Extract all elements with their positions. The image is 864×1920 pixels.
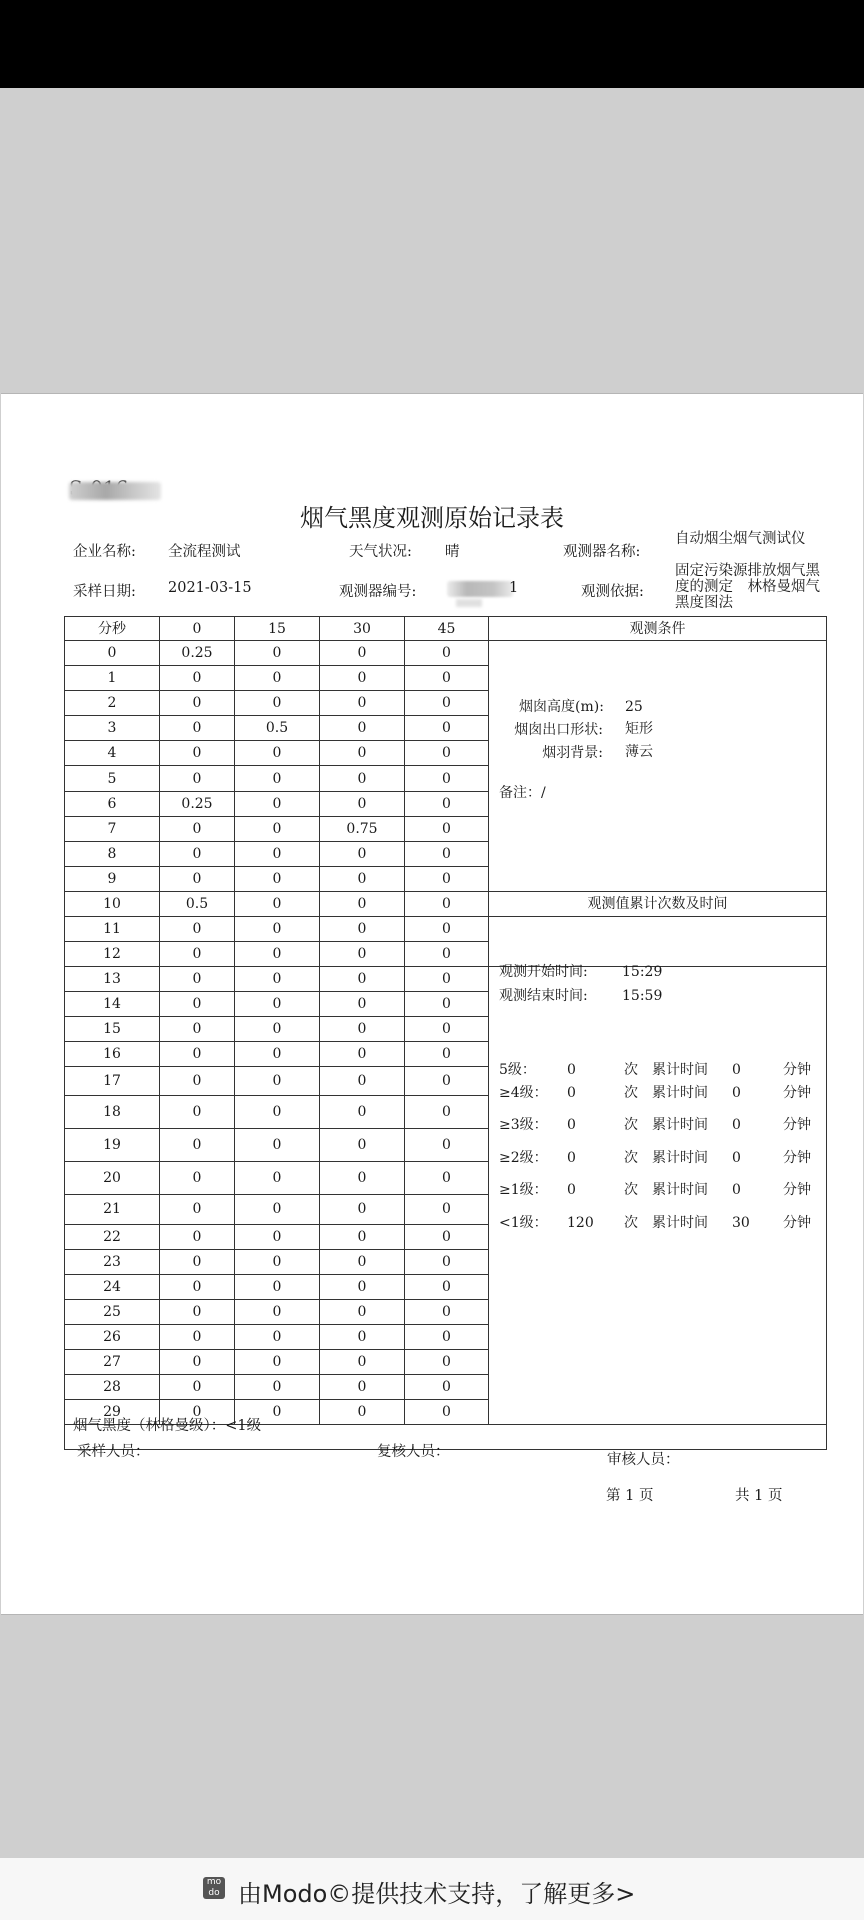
cum-time-label: 累计时间: [652, 1182, 708, 1198]
minute-cell: 18: [65, 1096, 160, 1129]
conditions-panel: [489, 641, 827, 892]
smoke-result: 烟气黑度（林格曼级）：<1级: [73, 1418, 262, 1434]
value-cell: 0: [405, 716, 489, 741]
value-cell: 0: [160, 1274, 235, 1299]
level-label: 5级：: [499, 1062, 536, 1078]
level-count: 0: [567, 1117, 576, 1133]
page-number: 第 1 页: [606, 1488, 654, 1504]
value-cell: 0: [235, 892, 320, 917]
value-cell: 0: [405, 741, 489, 766]
value-cell: 0: [160, 917, 235, 942]
minute-unit: 分钟: [783, 1150, 811, 1166]
value-cell: 0: [405, 766, 489, 791]
count-unit: 次: [624, 1182, 638, 1198]
level-time: 0: [732, 1182, 741, 1198]
value-cell: 0: [160, 691, 235, 716]
table-row: [65, 967, 827, 992]
value-cell: 0: [160, 666, 235, 691]
value-cell: 0: [320, 866, 405, 891]
minute-cell: 4: [65, 741, 160, 766]
value-cell: 0: [320, 766, 405, 791]
level-time: 0: [732, 1085, 741, 1101]
value-cell: 0: [160, 741, 235, 766]
value-cell: 0.5: [160, 892, 235, 917]
minute-cell: 21: [65, 1195, 160, 1224]
value-cell: 0: [320, 917, 405, 942]
cum-time-label: 累计时间: [652, 1117, 708, 1133]
value-cell: 0: [405, 1195, 489, 1224]
device-no-label: 观测器编号:: [339, 584, 417, 600]
minute-cell: 3: [65, 716, 160, 741]
value-cell: 0: [405, 1129, 489, 1162]
value-cell: 0: [320, 791, 405, 816]
value-cell: 0: [405, 816, 489, 841]
remark-text: 备注：/: [499, 785, 546, 801]
start-time-value: 15:29: [622, 964, 663, 980]
value-cell: 0: [405, 917, 489, 942]
value-cell: 0: [235, 766, 320, 791]
column-header: 0: [160, 617, 235, 641]
count-unit: 次: [624, 1215, 638, 1231]
minute-cell: 11: [65, 917, 160, 942]
value-cell: 0: [235, 791, 320, 816]
value-cell: 0: [235, 1249, 320, 1274]
level-time: 30: [732, 1215, 750, 1231]
minute-unit: 分钟: [783, 1062, 811, 1078]
end-time-value: 15:59: [622, 988, 663, 1004]
value-cell: 0: [235, 942, 320, 967]
value-cell: 0: [320, 1349, 405, 1374]
value-cell: 0: [320, 1162, 405, 1195]
level-count: 0: [567, 1182, 576, 1198]
minute-cell: 20: [65, 1162, 160, 1195]
basis-label: 观测依据:: [581, 584, 644, 600]
value-cell: 0: [320, 942, 405, 967]
device-name-label: 观测器名称:: [563, 544, 641, 560]
basis-value: 固定污染源排放烟气黑度的测定 林格曼烟气黑度图法: [675, 563, 820, 611]
plume-bg-label: 烟羽背景:: [542, 745, 603, 761]
level-count: 120: [567, 1215, 594, 1231]
value-cell: 0: [235, 1067, 320, 1096]
value-cell: 0: [405, 1017, 489, 1042]
company-value: 全流程测试: [168, 544, 241, 560]
level-count: 0: [567, 1085, 576, 1101]
outlet-shape-label: 烟囱出口形状:: [514, 722, 603, 738]
value-cell: 0: [405, 691, 489, 716]
value-cell: 0: [235, 816, 320, 841]
value-cell: 0: [320, 1324, 405, 1349]
outlet-shape-value: 矩形: [625, 721, 653, 737]
minute-cell: 16: [65, 1042, 160, 1067]
column-header: 30: [320, 617, 405, 641]
value-cell: 0: [320, 841, 405, 866]
value-cell: 0: [235, 992, 320, 1017]
value-cell: 0: [320, 1129, 405, 1162]
value-cell: 0: [235, 967, 320, 992]
minute-cell: 27: [65, 1349, 160, 1374]
date-label: 采样日期:: [73, 584, 136, 600]
level-count: 0: [567, 1150, 576, 1166]
table-header-row: [65, 617, 827, 641]
weather-value: 晴: [445, 544, 460, 560]
level-time: 0: [732, 1150, 741, 1166]
value-cell: 0: [405, 1349, 489, 1374]
weather-label: 天气状况:: [349, 544, 412, 560]
value-cell: 0: [235, 1162, 320, 1195]
document-page: [1, 393, 863, 1615]
value-cell: 0: [160, 1067, 235, 1096]
level-label: ≥4级：: [499, 1085, 548, 1101]
document-title: 烟气黑度观测原始记录表: [300, 504, 564, 532]
value-cell: 0: [405, 666, 489, 691]
table-row: [65, 917, 827, 942]
value-cell: 0: [235, 1324, 320, 1349]
value-cell: 0: [235, 866, 320, 891]
value-cell: 0: [320, 1195, 405, 1224]
minute-cell: 10: [65, 892, 160, 917]
value-cell: 0: [320, 666, 405, 691]
rechecker-signature: 复核人员：: [377, 1444, 450, 1460]
minute-cell: 8: [65, 841, 160, 866]
plume-bg-value: 薄云: [625, 744, 653, 760]
value-cell: 0: [320, 1042, 405, 1067]
minute-cell: 1: [65, 666, 160, 691]
minute-cell: 25: [65, 1299, 160, 1324]
value-cell: 0: [160, 816, 235, 841]
value-cell: 0: [160, 866, 235, 891]
column-header: 45: [405, 617, 489, 641]
value-cell: 0.25: [160, 791, 235, 816]
minute-cell: 15: [65, 1017, 160, 1042]
value-cell: 0: [320, 1374, 405, 1399]
level-label: <1级：: [499, 1215, 548, 1231]
value-cell: 0: [320, 1224, 405, 1249]
redacted-mark: [456, 599, 482, 607]
minute-cell: 12: [65, 942, 160, 967]
value-cell: 0: [160, 1249, 235, 1274]
value-cell: 0: [235, 1096, 320, 1129]
cum-time-label: 累计时间: [652, 1215, 708, 1231]
value-cell: 0: [235, 841, 320, 866]
level-label: ≥2级：: [499, 1150, 548, 1166]
value-cell: 0: [320, 1249, 405, 1274]
level-label: ≥3级：: [499, 1117, 548, 1133]
value-cell: 0: [320, 1274, 405, 1299]
cumulative-title: 观测值累计次数及时间: [489, 892, 827, 917]
value-cell: 0: [160, 1129, 235, 1162]
value-cell: 0: [160, 1374, 235, 1399]
value-cell: 0: [405, 942, 489, 967]
value-cell: 0: [235, 741, 320, 766]
minute-unit: 分钟: [783, 1117, 811, 1133]
value-cell: 0: [320, 1299, 405, 1324]
value-cell: 0: [160, 1224, 235, 1249]
value-cell: 0: [235, 1195, 320, 1224]
cumulative-panel: [489, 964, 827, 1425]
value-cell: 0: [160, 1299, 235, 1324]
table-row: [65, 892, 827, 917]
value-cell: 0: [405, 866, 489, 891]
value-cell: 0: [320, 1096, 405, 1129]
minute-unit: 分钟: [783, 1085, 811, 1101]
minute-cell: 6: [65, 791, 160, 816]
minute-cell: 14: [65, 992, 160, 1017]
minute-cell: 2: [65, 691, 160, 716]
chimney-height-label: 烟囱高度(m):: [519, 699, 604, 715]
value-cell: 0: [405, 1067, 489, 1096]
value-cell: 0: [320, 892, 405, 917]
value-cell: 0: [160, 992, 235, 1017]
minute-cell: 28: [65, 1374, 160, 1399]
value-cell: 0: [160, 1349, 235, 1374]
chimney-height-value: 25: [625, 699, 643, 715]
value-cell: 0: [405, 892, 489, 917]
value-cell: 0: [235, 691, 320, 716]
value-cell: 0: [235, 1374, 320, 1399]
value-cell: 0: [405, 1274, 489, 1299]
value-cell: 0: [405, 1249, 489, 1274]
value-cell: 0: [235, 1299, 320, 1324]
minute-unit: 分钟: [783, 1215, 811, 1231]
minute-cell: 26: [65, 1324, 160, 1349]
value-cell: 0: [320, 641, 405, 666]
footer-link-text[interactable]: 由Modo©提供技术支持，了解更多>: [238, 1880, 636, 1908]
value-cell: 0: [235, 1129, 320, 1162]
minute-cell: 19: [65, 1129, 160, 1162]
level-time: 0: [732, 1117, 741, 1133]
value-cell: 0: [320, 716, 405, 741]
value-cell: 0.75: [320, 816, 405, 841]
value-cell: 0: [160, 766, 235, 791]
value-cell: 0: [160, 942, 235, 967]
device-no-value: 1: [509, 580, 519, 596]
value-cell: 0: [405, 641, 489, 666]
value-cell: 0: [235, 1274, 320, 1299]
value-cell: 0: [405, 967, 489, 992]
modo-logo-icon: mo do: [203, 1877, 225, 1899]
value-cell: 0: [320, 1399, 405, 1424]
cum-time-label: 累计时间: [652, 1085, 708, 1101]
cumulative-spacer: [489, 917, 827, 967]
auditor-signature: 审核人员：: [607, 1452, 680, 1468]
minute-cell: 9: [65, 866, 160, 891]
value-cell: 0: [160, 1096, 235, 1129]
column-header: 15: [235, 617, 320, 641]
cum-time-label: 累计时间: [652, 1062, 708, 1078]
value-cell: 0: [320, 1067, 405, 1096]
level-count: 0: [567, 1062, 576, 1078]
value-cell: 0: [405, 1324, 489, 1349]
value-cell: 0: [160, 1042, 235, 1067]
value-cell: 0: [405, 1374, 489, 1399]
value-cell: 0: [235, 1349, 320, 1374]
minute-cell: 24: [65, 1274, 160, 1299]
minute-cell: 29: [65, 1399, 160, 1424]
count-unit: 次: [624, 1150, 638, 1166]
minute-cell: 22: [65, 1224, 160, 1249]
top-status-bar: [0, 0, 864, 88]
minute-cell: 23: [65, 1249, 160, 1274]
footer-banner[interactable]: [0, 1858, 864, 1920]
count-unit: 次: [624, 1062, 638, 1078]
value-cell: 0: [320, 741, 405, 766]
level-time: 0: [732, 1062, 741, 1078]
device-name-value: 自动烟尘烟气测试仪: [675, 531, 806, 547]
value-cell: 0: [405, 1162, 489, 1195]
minute-unit: 分钟: [783, 1182, 811, 1198]
minute-cell: 13: [65, 967, 160, 992]
value-cell: 0: [405, 1399, 489, 1424]
value-cell: 0: [320, 967, 405, 992]
observation-table: [64, 616, 827, 1450]
value-cell: 0: [160, 1324, 235, 1349]
value-cell: 0: [160, 716, 235, 741]
value-cell: 0: [405, 992, 489, 1017]
minute-cell: 7: [65, 816, 160, 841]
value-cell: 0: [235, 1399, 320, 1424]
minute-cell: 5: [65, 766, 160, 791]
count-unit: 次: [624, 1085, 638, 1101]
value-cell: 0: [235, 1042, 320, 1067]
value-cell: 0: [405, 1096, 489, 1129]
minute-cell: 17: [65, 1067, 160, 1096]
page-total: 共 1 页: [735, 1488, 783, 1504]
count-unit: 次: [624, 1117, 638, 1133]
value-cell: 0.25: [160, 641, 235, 666]
end-time-label: 观测结束时间:: [499, 988, 588, 1004]
value-cell: 0: [405, 1224, 489, 1249]
value-cell: 0: [160, 841, 235, 866]
value-cell: 0: [160, 1162, 235, 1195]
value-cell: 0.5: [235, 716, 320, 741]
value-cell: 0: [320, 691, 405, 716]
value-cell: 0: [160, 967, 235, 992]
value-cell: 0: [235, 1017, 320, 1042]
value-cell: 0: [405, 791, 489, 816]
value-cell: 0: [405, 1042, 489, 1067]
value-cell: 0: [160, 1017, 235, 1042]
table-row: [65, 641, 827, 666]
redacted-device-no: [447, 581, 513, 597]
sampler-signature: 采样人员：: [77, 1444, 150, 1460]
date-value: 2021-03-15: [168, 580, 252, 596]
value-cell: 0: [405, 841, 489, 866]
value-cell: 0: [320, 1017, 405, 1042]
level-label: ≥1级：: [499, 1182, 548, 1198]
value-cell: 0: [160, 1195, 235, 1224]
company-label: 企业名称:: [73, 544, 136, 560]
value-cell: 0: [320, 992, 405, 1017]
value-cell: 0: [235, 1224, 320, 1249]
conditions-title: 观测条件: [489, 617, 827, 641]
value-cell: 0: [235, 666, 320, 691]
minute-cell: 0: [65, 641, 160, 666]
value-cell: 0: [405, 1299, 489, 1324]
value-cell: 0: [235, 917, 320, 942]
cum-time-label: 累计时间: [652, 1150, 708, 1166]
column-header: 分秒: [65, 617, 160, 641]
value-cell: 0: [235, 641, 320, 666]
value-cell: 0: [160, 1399, 235, 1424]
start-time-label: 观测开始时间:: [499, 964, 588, 980]
